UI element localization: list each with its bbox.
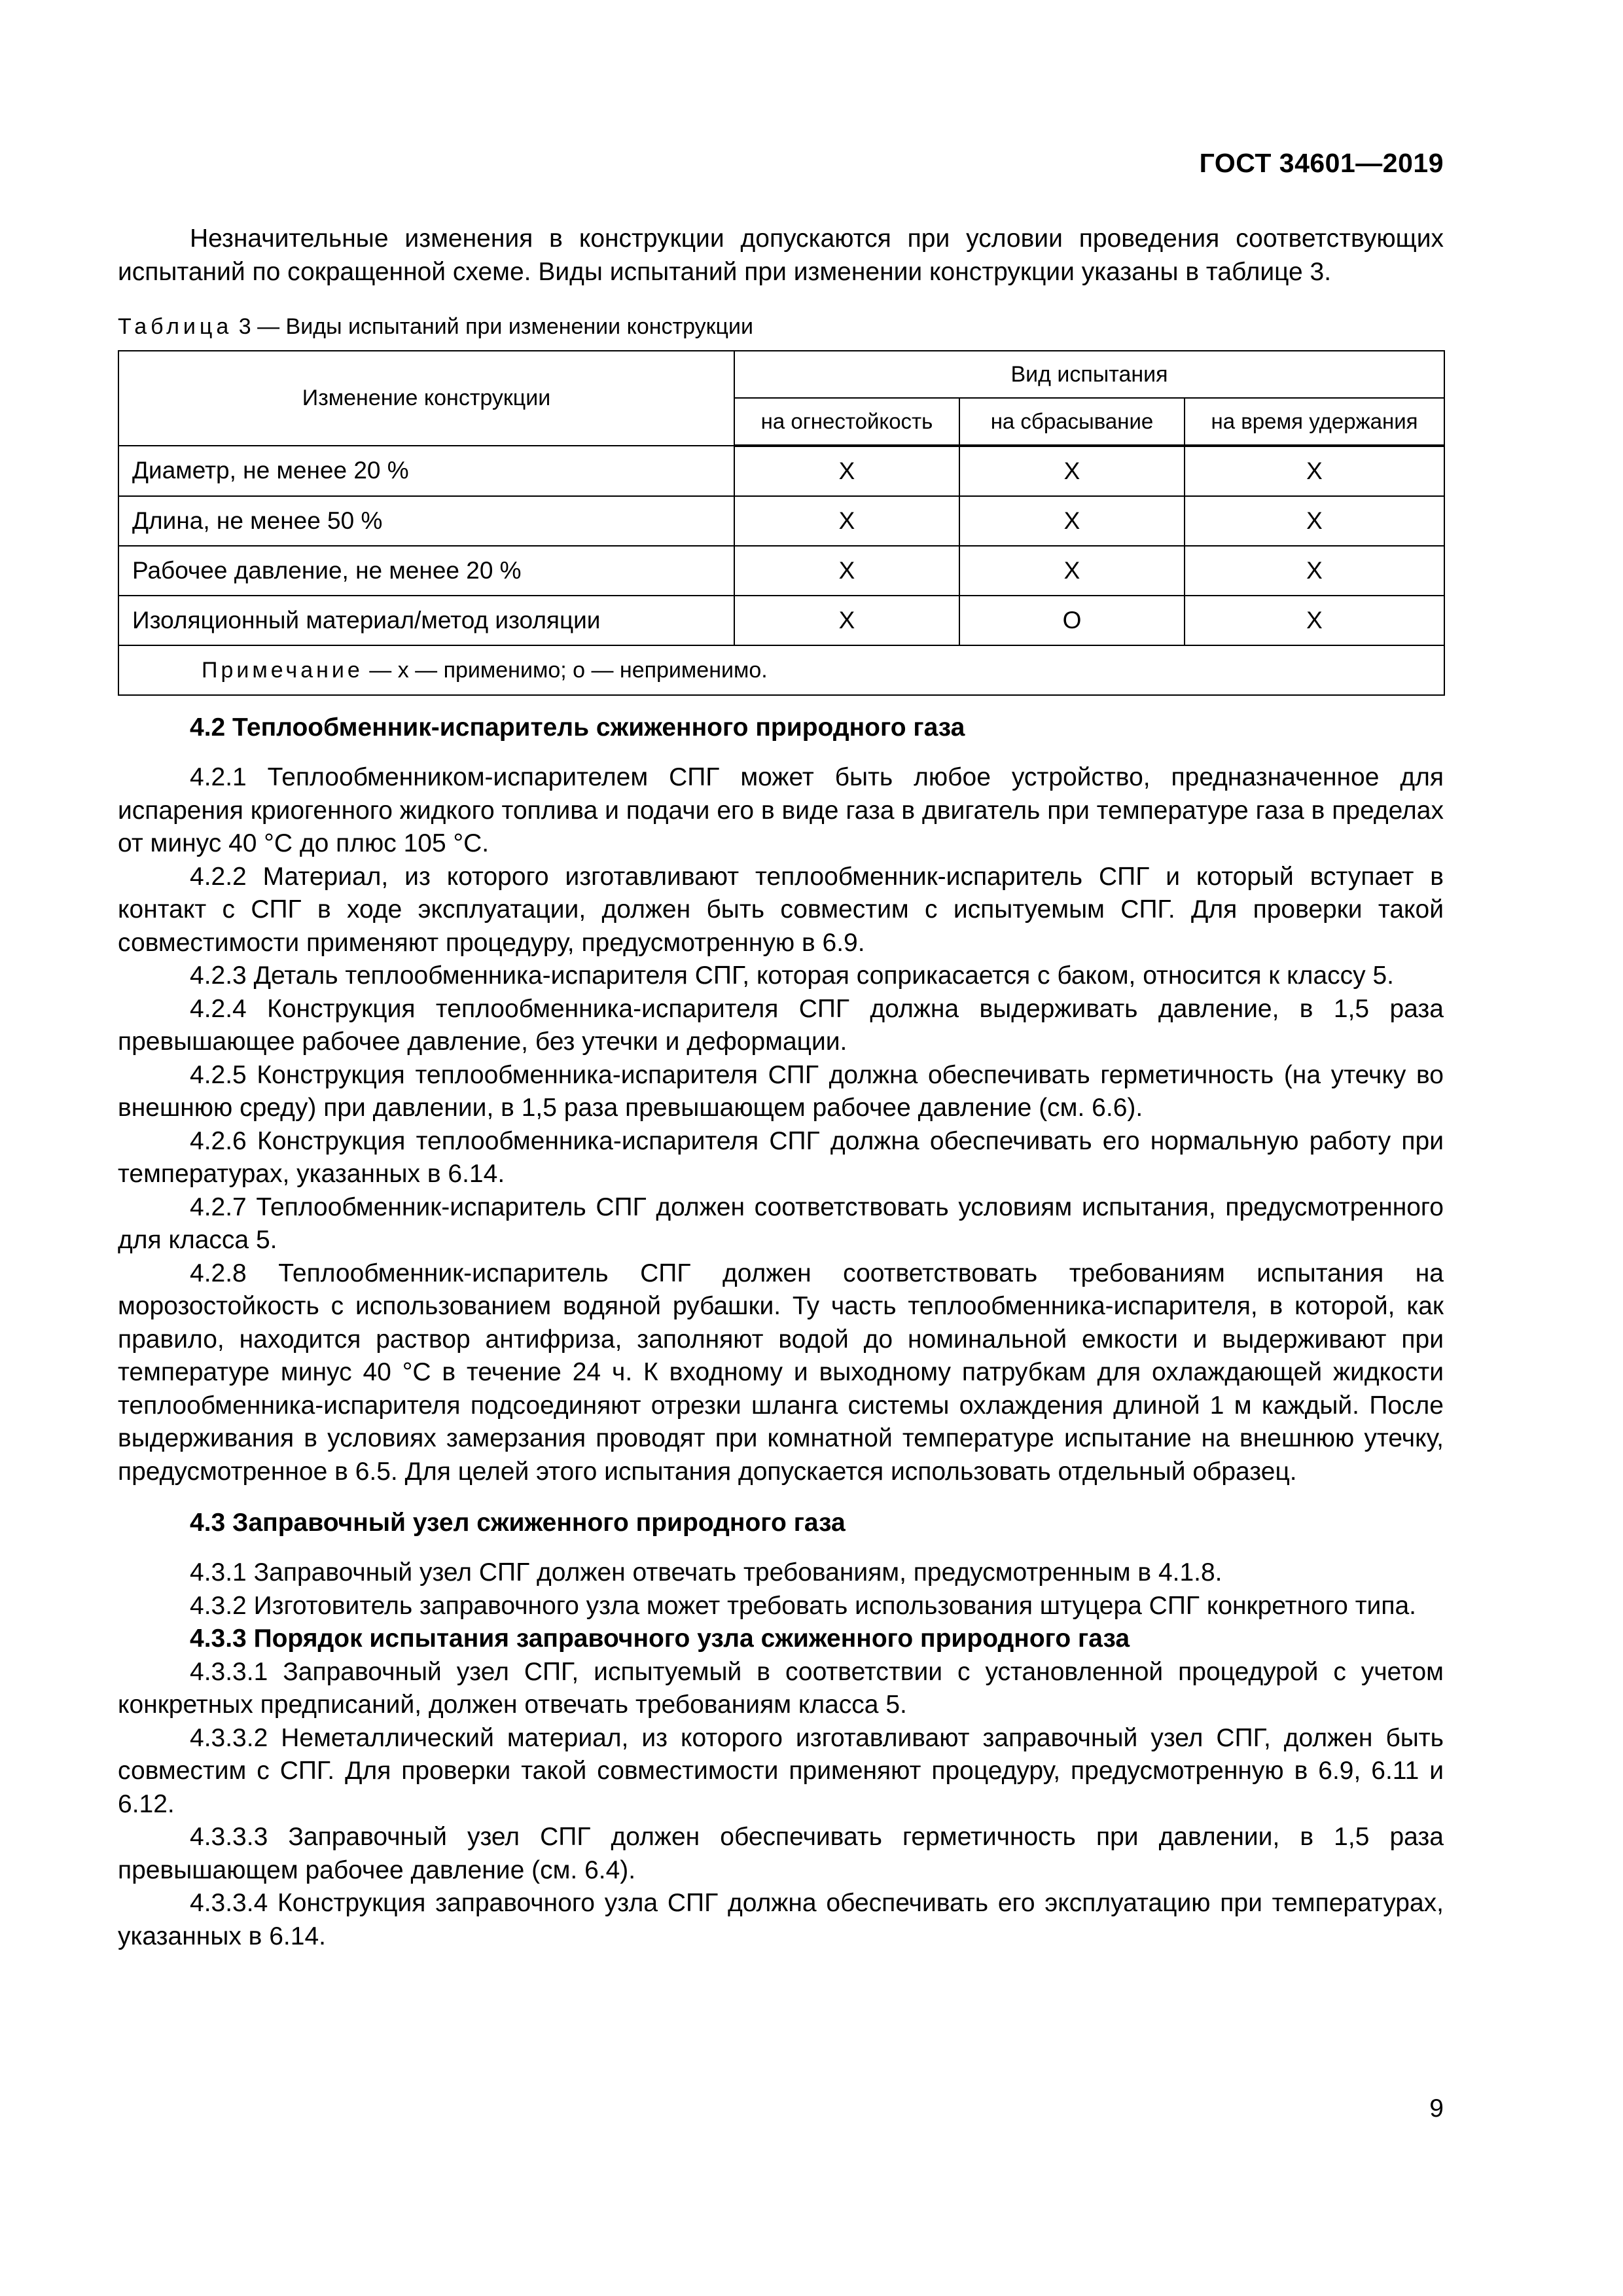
paragraph-4-2-2: 4.2.2 Материал, из которого изготавливают теплообменник-испаритель СПГ и который вступает в контакт с СПГ в ходе эксплуатации, должен быть совместим с испытуемым СПГ. Для проверки такой совместимости применяют процедуру, предусмотренную в 6.9. — [118, 862, 1444, 957]
section-heading-4-2: 4.2 Теплообменник-испаритель сжиженного природного газа — [190, 713, 965, 742]
table-row — [118, 446, 1444, 496]
paragraph-4-3-3-1: 4.3.3.1 Заправочный узел СПГ, испытуемый в соответствии с установленной процедурой с учетом конкретных предписаний, должен отвечать требованиям класса 5. — [118, 1657, 1444, 1719]
col-header-test-group: Вид испытания — [734, 351, 1444, 398]
row-label: Диаметр, не менее 20 % — [118, 446, 734, 496]
row-label: Рабочее давление, не менее 20 % — [118, 546, 734, 596]
table-row — [118, 546, 1444, 596]
table-caption-label: Таблица — [118, 314, 233, 339]
paragraph-4-3-3-4: 4.3.3.4 Конструкция заправочного узла СПГ должна обеспечивать его эксплуатацию при температурах, указанных в 6.14. — [118, 1889, 1444, 1950]
cell-fire: X — [734, 596, 959, 645]
paragraph-4-3-3-2: 4.3.3.2 Неметаллический материал, из которого изготавливают заправочный узел СПГ, должен быть совместим с СПГ. Для проверки такой совместимости применяют процедуру, предусмотренную в 6.9, 6.11 и 6.12. — [118, 1723, 1444, 1818]
cell-drop: X — [959, 496, 1185, 546]
paragraph-4-3-3-3: 4.3.3.3 Заправочный узел СПГ должен обеспечивать герметичность при давлении, в 1,5 раза превышающем рабочее давление (см. 6.4). — [118, 1823, 1444, 1884]
row-label: Длина, не менее 50 % — [118, 496, 734, 546]
test-types-table — [118, 350, 1445, 696]
paragraph-4-2-7: 4.2.7 Теплообменник-испаритель СПГ должен соответствовать условиям испытания, предусмотренного для класса 5. — [118, 1193, 1444, 1254]
table-caption-text: 3 — Виды испытаний при изменении конструкции — [232, 314, 753, 339]
paragraph-4-2-1: 4.2.1 Теплообменником-испарителем СПГ может быть любое устройство, предназначенное для испарения криогенного жидкого топлива и подачи его в виде газа в двигатель при температуре газа в пределах от минус 40 °С до плюс 105 °С. — [118, 763, 1444, 857]
section-heading-4-3: 4.3 Заправочный узел сжиженного природного газа — [190, 1509, 846, 1537]
paragraph-4-2-6: 4.2.6 Конструкция теплообменника-испарителя СПГ должна обеспечивать его нормальную работу при температурах, указанных в 6.14. — [118, 1126, 1444, 1188]
paragraph-4-2-3: 4.2.3 Деталь теплообменника-испарителя СПГ, которая соприкасается с баком, относится к классу 5. — [190, 961, 1394, 990]
cell-drop: O — [959, 596, 1185, 645]
paragraph-4-2-4: 4.2.4 Конструкция теплообменника-испарителя СПГ должна выдерживать давление, в 1,5 раза превышающее рабочее давление, без утечки и деформации. — [118, 994, 1444, 1056]
document-id: ГОСТ 34601—2019 — [1199, 148, 1444, 178]
col-header-hold: на время удержания — [1185, 398, 1444, 446]
page-number: 9 — [1429, 2094, 1444, 2123]
cell-hold: X — [1185, 496, 1444, 546]
cell-fire: X — [734, 496, 959, 546]
table-note — [118, 645, 1444, 695]
col-header-fire: на огнестойкость — [734, 398, 959, 446]
table-note-text: — х — применимо; о — неприменимо. — [363, 657, 768, 683]
row-label: Изоляционный материал/метод изоляции — [118, 596, 734, 645]
table-row — [118, 596, 1444, 645]
table-caption — [118, 314, 1444, 340]
paragraph-4-3-1: 4.3.1 Заправочный узел СПГ должен отвечать требованиям, предусмотренным в 4.1.8. — [190, 1558, 1222, 1587]
cell-fire: X — [734, 446, 959, 496]
subsection-heading-4-3-3: 4.3.3 Порядок испытания заправочного узла сжиженного природного газа — [190, 1624, 1130, 1653]
col-header-drop: на сбрасывание — [959, 398, 1185, 446]
cell-hold: X — [1185, 546, 1444, 596]
cell-fire: X — [734, 546, 959, 596]
table-row — [118, 496, 1444, 546]
cell-drop: X — [959, 446, 1185, 496]
paragraph-4-3-2: 4.3.2 Изготовитель заправочного узла может требовать использования штуцера СПГ конкретного типа. — [190, 1591, 1416, 1620]
page-content — [118, 223, 1444, 1953]
paragraph-4-2-5: 4.2.5 Конструкция теплообменника-испарителя СПГ должна обеспечивать герметичность (на утечку во внешнюю среду) при давлении, в 1,5 раза превышающем рабочее давление (см. 6.6). — [118, 1060, 1444, 1122]
col-header-change: Изменение конструкции — [118, 351, 734, 446]
cell-hold: X — [1185, 596, 1444, 645]
intro-paragraph: Незначительные изменения в конструкции допускаются при условии проведения соответствующих испытаний по сокращенной схеме. Виды испытаний при изменении конструкции указаны в таблице 3. — [118, 224, 1444, 286]
table-note-row — [118, 645, 1444, 695]
cell-hold: X — [1185, 446, 1444, 496]
paragraph-4-2-8: 4.2.8 Теплообменник-испаритель СПГ должен соответствовать требованиям испытания на морозостойкость с использованием водяной рубашки. Ту часть теплообменника-испарителя, в которой, как правило, находится раствор антифриза, заполняют водой до номинальной емкости и выдерживают при температуре минус 40 °С в течение 24 ч. К входному и выходному патрубкам для охлаждающей жидкости теплообменника-испарителя подсоединяют отрезки шланга системы охлаждения длиной 1 м каждый. После выдерживания в условиях замерзания проводят при комнатной температуре испытание на внешнюю утечку, предусмотренное в 6.5. Для целей этого испытания допускается использовать отдельный образец. — [118, 1259, 1444, 1486]
cell-drop: X — [959, 546, 1185, 596]
table-note-label: Примечание — [202, 657, 363, 683]
